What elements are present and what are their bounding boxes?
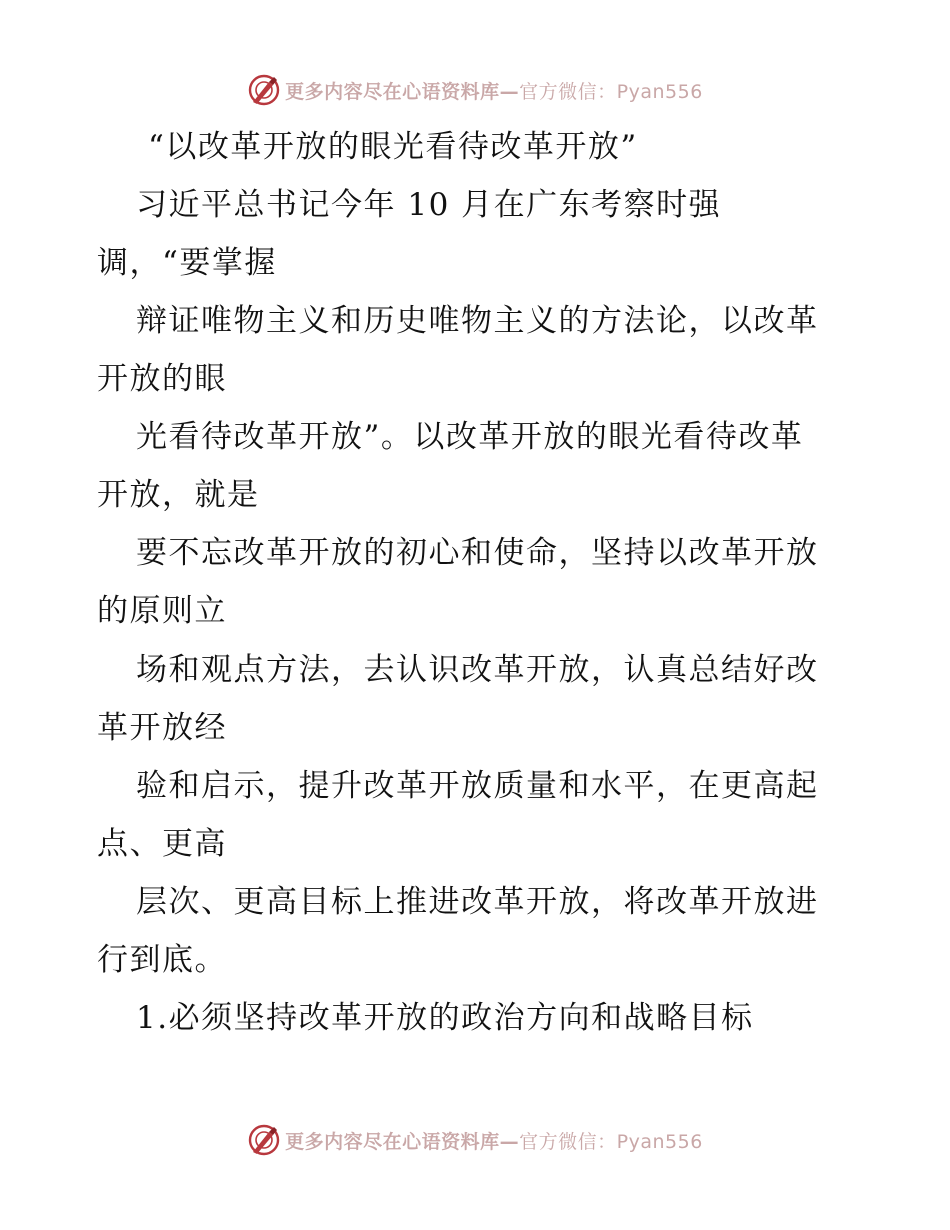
paragraph-line: 行到底。 (97, 942, 227, 978)
paragraph-line: 调，“要掌握 (97, 245, 277, 281)
paragraph-line: 要不忘改革开放的初心和使命，坚持以改革开放 (136, 535, 819, 571)
paragraph-line: 光看待改革开放”。以改革开放的眼光看待改革 (136, 419, 804, 455)
paragraph-line: 验和启示，提升改革开放质量和水平，在更高起 (136, 768, 819, 804)
section-heading: 1.必须坚持改革开放的政治方向和战略目标 (136, 1000, 754, 1036)
watermark-text: 更多内容尽在心语资料库—官方微信：Pyan556 (285, 1130, 703, 1153)
watermark-text: 更多内容尽在心语资料库—官方微信：Pyan556 (285, 80, 703, 103)
document-title: “以改革开放的眼光看待改革开放” (148, 129, 638, 165)
paragraph-line: 革开放经 (97, 710, 227, 746)
paragraph-line: 场和观点方法，去认识改革开放，认真总结好改 (136, 652, 819, 688)
watermark-footer (0, 1120, 950, 1160)
pen-logo-icon (247, 1123, 281, 1157)
paragraph-line: 辩证唯物主义和历史唯物主义的方法论，以改革 (136, 303, 819, 339)
paragraph-line: 开放，就是 (97, 477, 260, 513)
paragraph-line: 开放的眼 (97, 361, 227, 397)
paragraph-line: 的原则立 (97, 593, 227, 629)
paragraph-line: 点、更高 (97, 826, 227, 862)
paragraph-line: 习近平总书记今年 10 月在广东考察时强 (136, 187, 722, 223)
watermark-header (0, 70, 950, 110)
pen-logo-icon (247, 73, 281, 107)
paragraph-line: 层次、更高目标上推进改革开放，将改革开放进 (136, 884, 819, 920)
